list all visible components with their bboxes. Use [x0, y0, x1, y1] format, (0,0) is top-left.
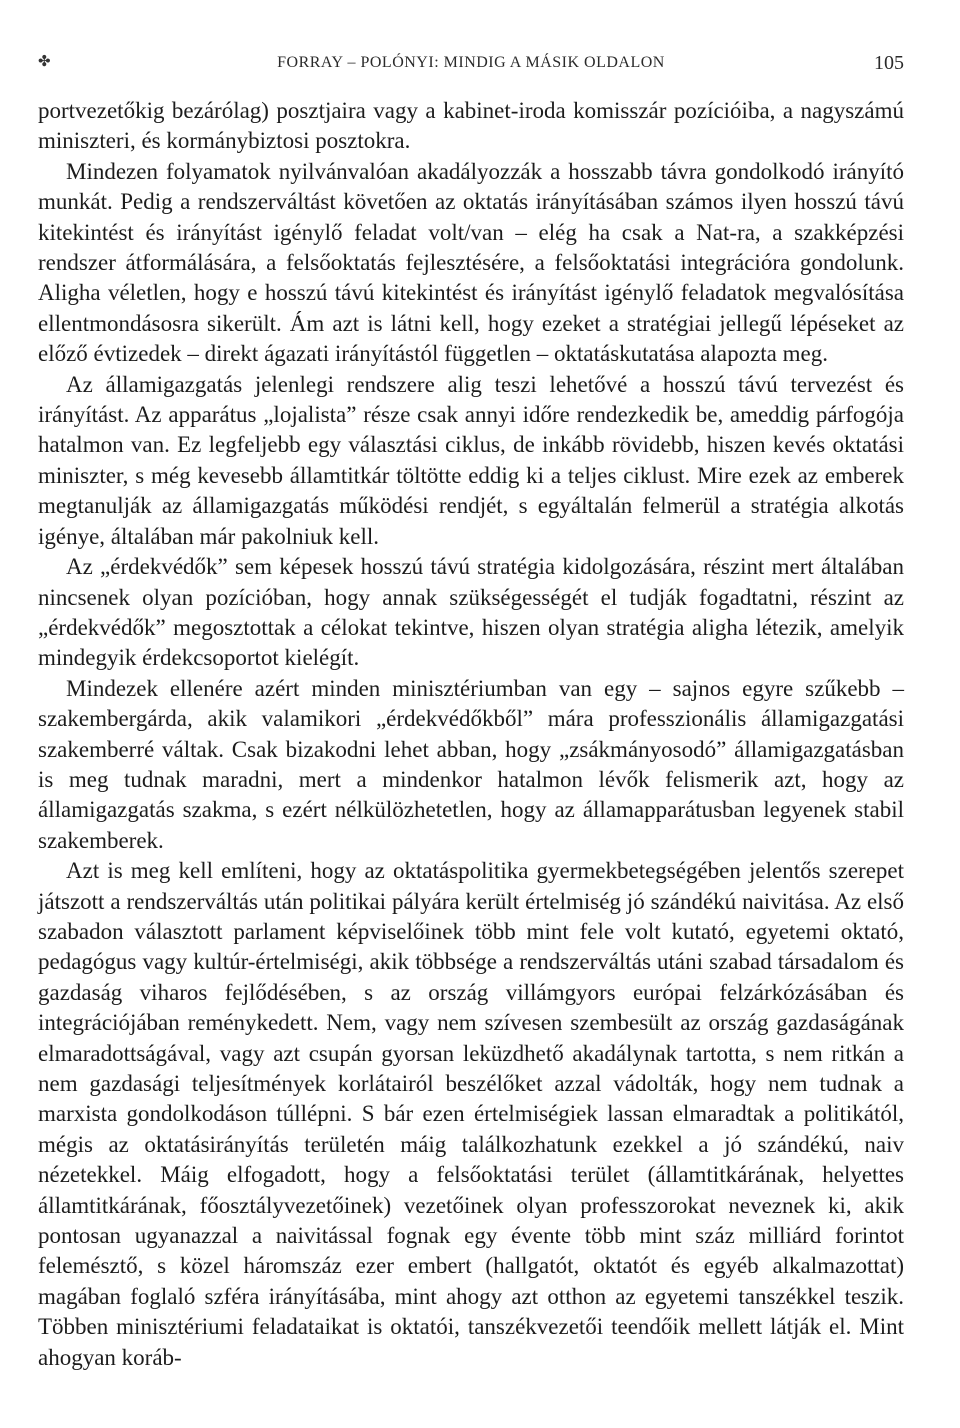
running-header [38, 52, 904, 78]
paragraph: Az „érdekvédők” sem képesek hosszú távú stratégia kidolgozására, részint mert általában nincsenek olyan pozícióban, hogy annak szükségességét el tudják fogadtatni, részint az „érdekvédők” megosztottak a célokat tekintve, hiszen olyan stratégia aligha létezik, amelyik mindegyik érdekcsoportot kielégít. [38, 554, 904, 671]
paragraph: Mindezen folyamatok nyilvánvalóan akadályozzák a hosszabb távra gondolkodó irányító munkát. Pedig a rendszerváltást követően az oktatás irányításában számos ilyen hosszú távú kitekintést és irányítást igénylő feladat volt/van – elég ha csak a Nat-ra, a szakképzési rendszer átformálására, a felsőoktatás fejlesztésére, a felsőoktatási integrációra gondolunk. Aligha véletlen, hogy e hosszú távú kitekintést és irányítást igénylő feladatok megvalósítása ellentmondásosra sikerült. Ám azt is látni kell, hogy ezeket a stratégiai jellegű lépéseket az előző évtizedek – direkt ágazati irányítástól független – oktatáskutatása alapozta meg. [38, 158, 904, 367]
paragraph: Mindezek ellenére azért minden minisztériumban van egy – sajnos egyre szűkebb – szakembergárda, akik valamikori „érdekvédőkből” mára professzionális államigazgatási szakemberré váltak. Csak bizakodni lehet abban, hogy „zsákmányosodó” államigazgatásban is meg tudnak maradni, mert a mindenkor hatalmon lévők felismerik azt, hogy az államigazgatás szakma, s ezért nélkülözhetetlen, hogy az államapparátusban legyenek stabil szakemberek. [38, 675, 904, 853]
paragraph: Azt is meg kell említeni, hogy az oktatáspolitika gyermekbetegségében jelentős szerepet játszott a rendszerváltás után politikai pályára került értelmiség jó szándékú naivitása. Az első szabadon választott parlament képviselőinek több mint fele volt kutató, egyetemi oktató, pedagógus vagy kultúr-értelmiségi, akik többsége a rendszerváltás utáni szabad társadalom és gazdaság viharos fejlődésében, s az ország villámgyors európai felzárkózásában és integrációjában reménykedett. Nem, vagy nem szívesen szembesült az ország gazdaságának elmaradottságával, vagy azt csupán gyorsan leküzdhető akadálynak tartotta, s nem ritkán a nem gazdasági teljesítmények korlátairól beszélőket azzal vádolták, hogy nem tudnak a marxista gondolkodáson túllépni. S bár ezen értelmiségiek lassan elmaradtak a politikától, mégis az oktatásirányítás területén máig találkozhatunk ezekkel a jó szándékú, naiv nézetekkel. Máig elfogadott, hogy a felsőoktatási terület (államtitkárának, helyettes államtitkárának, főosztályvezetőinek) vezetőinek olyan professzorokat neveznek ki, akik pontosan ugyanazzal a naivitással fognak egy évente több mint száz milliárd forintot felemésztő, s közel háromszáz ezer embert (hallgatót, oktatót és egyéb alkalmazottat) magában foglaló szféra irányításába, mint ahogy azt otthon az egyetemi tanszékkel teszik. Többen minisztériumi feladataikat is oktatói, tanszékvezetői teendőik mellett látják el. Mint ahogyan koráb- [38, 858, 904, 1370]
paragraph: Az államigazgatás jelenlegi rendszere alig teszi lehetővé a hosszú távú tervezést és irányítást. Az apparátus „lojalista” része csak annyi időre rendezkedik be, ameddig párfogója hatalmon van. Ez legfeljebb egy választási ciklus, de inkább rövidebb, hiszen kevés oktatási miniszter, s még kevesebb államtitkár töltötte eddig ki a teljes ciklust. Mire ezek az emberek megtanulják az államigazgatás működési rendjét, s egyáltalán felmerül a stratégia alkotás igénye, általában már pakolniuk kell. [38, 371, 904, 549]
body-text [38, 96, 904, 1373]
page-number: 105 [874, 52, 904, 74]
paragraph: portvezetőkig bezárólag) posztjaira vagy a kabinet-iroda komisszár pozícióiba, a nagyszámú miniszteri, és kormánybiztosi posztokra. [38, 98, 904, 154]
running-head-title: FORRAY – POLÓNYI: MINDIG A MÁSIK OLDALON [277, 54, 665, 71]
ornament-icon: ✤ [38, 54, 51, 70]
